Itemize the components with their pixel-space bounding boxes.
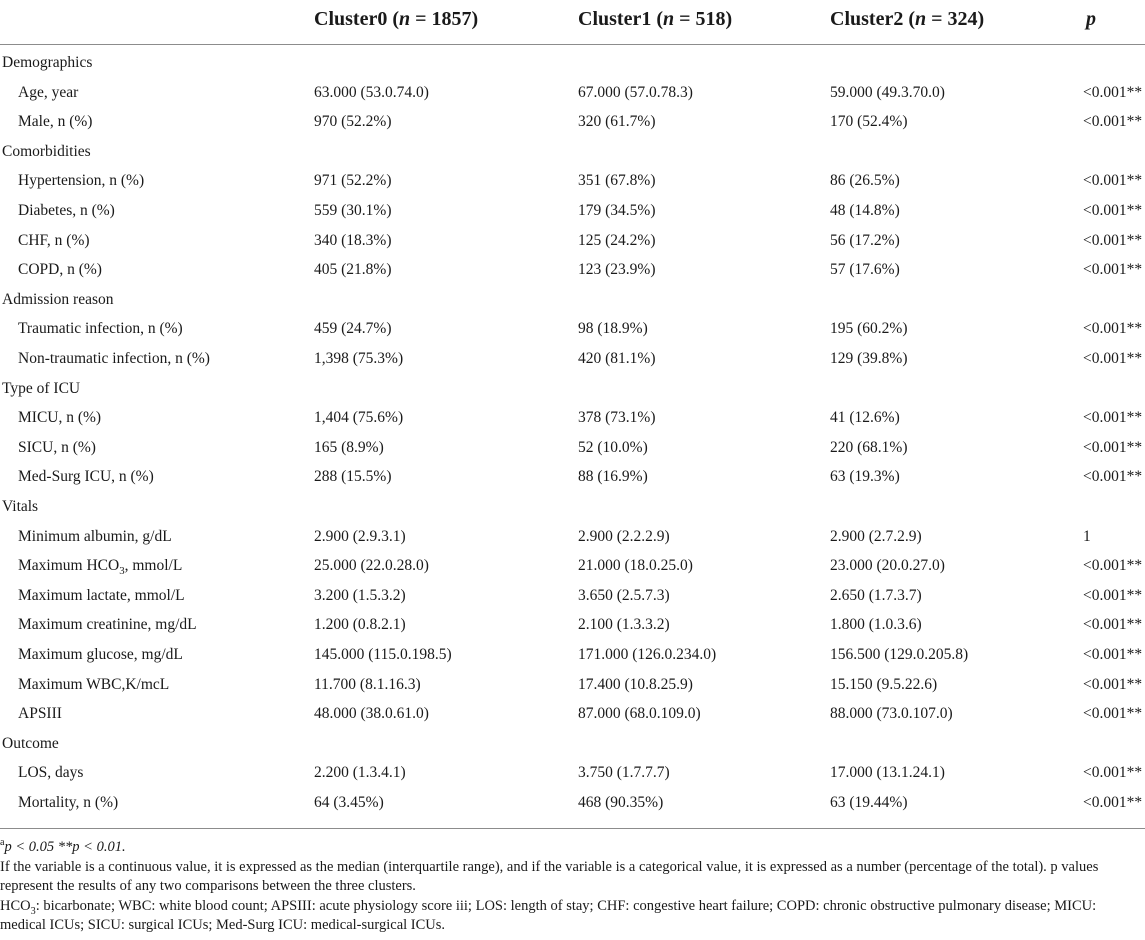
table-row bbox=[0, 581, 1145, 611]
cluster0-value: 3.200 (1.5.3.2) bbox=[314, 586, 406, 604]
header-cluster2: Cluster2 (n = 324) bbox=[830, 8, 985, 30]
cluster1-value: 2.100 (1.3.3.2) bbox=[578, 616, 670, 634]
p-value: <0.001** bbox=[1083, 557, 1143, 575]
cluster1-value: 378 (73.1%) bbox=[578, 409, 656, 427]
cluster2-value: 41 (12.6%) bbox=[830, 409, 900, 427]
cluster1-value: 21.000 (18.0.25.0) bbox=[578, 557, 693, 575]
footnote-description: If the variable is a continuous value, it is expressed as the median (interquartile range), and if the variable is a categorical value, it is expressed as a number (percentage of the total). p values represent the results of any two comparisons between the three clusters. bbox=[0, 858, 1099, 895]
cluster1-value: 125 (24.2%) bbox=[578, 231, 656, 249]
row-label: Maximum lactate, mmol/L bbox=[18, 586, 185, 604]
row-label: Maximum glucose, mg/dL bbox=[18, 646, 183, 663]
section-label: Comorbidities bbox=[2, 142, 91, 160]
table-header bbox=[0, 0, 1145, 45]
cluster1-value: 420 (81.1%) bbox=[578, 350, 656, 367]
table-row bbox=[0, 522, 1145, 552]
cluster2-value: 17.000 (13.1.24.1) bbox=[830, 764, 945, 782]
p-value: <0.001** bbox=[1083, 468, 1143, 486]
section-header bbox=[0, 374, 1145, 404]
table-row bbox=[0, 433, 1145, 463]
cluster2-value: 195 (60.2%) bbox=[830, 320, 908, 338]
cluster2-value: 129 (39.8%) bbox=[830, 350, 908, 367]
cluster0-value: 405 (21.8%) bbox=[314, 261, 392, 279]
section-header bbox=[0, 137, 1145, 167]
row-label: Male, n (%) bbox=[18, 113, 93, 131]
table-row bbox=[0, 462, 1145, 492]
p-value: <0.001** bbox=[1083, 646, 1143, 663]
row-label: APSIII bbox=[18, 705, 62, 723]
section-label: Type of ICU bbox=[2, 379, 81, 397]
footnote-significance: $^a$p < 0.05 **p < 0.01. bbox=[0, 837, 126, 855]
cluster0-value: 340 (18.3%) bbox=[314, 231, 392, 249]
header-cluster0: Cluster0 (n = 1857) bbox=[314, 8, 479, 30]
table-row bbox=[0, 166, 1145, 196]
table-row bbox=[0, 670, 1145, 700]
p-value: 1 bbox=[1083, 527, 1091, 545]
p-value: <0.001** bbox=[1083, 794, 1143, 811]
cluster2-value: 59.000 (49.3.70.0) bbox=[830, 83, 945, 101]
row-label: Hypertension, n (%) bbox=[18, 172, 145, 190]
section-header bbox=[0, 48, 1145, 78]
row-label: MICU, n (%) bbox=[18, 409, 102, 427]
p-value: <0.001** bbox=[1083, 438, 1143, 456]
cluster0-value: 2.900 (2.9.3.1) bbox=[314, 527, 406, 545]
cluster1-value: 3.650 (2.5.7.3) bbox=[578, 586, 670, 604]
row-label: Non-traumatic infection, n (%) bbox=[18, 350, 210, 367]
cluster1-value: 88 (16.9%) bbox=[578, 468, 648, 486]
row-label: Age, year bbox=[18, 83, 79, 101]
header-cluster1: Cluster1 (n = 518) bbox=[578, 8, 733, 30]
cluster1-value: 52 (10.0%) bbox=[578, 438, 648, 456]
cluster0-value: 970 (52.2%) bbox=[314, 113, 392, 131]
table-row bbox=[0, 699, 1145, 729]
section-header bbox=[0, 492, 1145, 522]
table-row bbox=[0, 344, 1145, 374]
p-value: <0.001** bbox=[1083, 409, 1143, 427]
cluster1-value: 17.400 (10.8.25.9) bbox=[578, 675, 693, 693]
cluster1-value: 3.750 (1.7.7.7) bbox=[578, 764, 670, 782]
row-label: Maximum WBC,K/mcL bbox=[18, 675, 170, 693]
table-row bbox=[0, 640, 1145, 670]
cluster2-value: 63 (19.3%) bbox=[830, 468, 900, 486]
table-row bbox=[0, 107, 1145, 137]
table-row bbox=[0, 758, 1145, 788]
footnote-abbreviations: $HCO_3$: bicarbonate; WBC: white blood count; APSIII: acute physiology score iii; LOS: length of stay; CHF: congestive heart failure; COPD: chronic obstructive pulmonary disease; MICU: medical ICUs; SICU: surgical ICUs; Med-Surg ICU: medical-surgical ICUs. bbox=[0, 897, 1097, 934]
cluster0-value: 11.700 (8.1.16.3) bbox=[314, 675, 421, 693]
cluster2-value: 48 (14.8%) bbox=[830, 202, 900, 219]
p-value: <0.001** bbox=[1083, 261, 1143, 279]
cluster2-value: 15.150 (9.5.22.6) bbox=[830, 675, 938, 693]
p-value: <0.001** bbox=[1083, 83, 1143, 101]
header-p-value: p bbox=[1086, 8, 1096, 30]
cluster2-value: 63 (19.44%) bbox=[830, 794, 908, 811]
cluster0-value: 48.000 (38.0.61.0) bbox=[314, 705, 429, 723]
p-value: <0.001** bbox=[1083, 586, 1143, 604]
row-label: Med-Surg ICU, n (%) bbox=[18, 468, 154, 486]
cluster1-value: 87.000 (68.0.109.0) bbox=[578, 705, 701, 723]
cluster2-value: 86 (26.5%) bbox=[830, 172, 900, 190]
cluster2-value: 170 (52.4%) bbox=[830, 113, 908, 131]
section-label: Vitals bbox=[2, 498, 39, 515]
cluster0-value: 63.000 (53.0.74.0) bbox=[314, 83, 429, 101]
row-label: Traumatic infection, n (%) bbox=[18, 320, 183, 338]
cluster1-value: 320 (61.7%) bbox=[578, 113, 656, 131]
cluster1-value: 179 (34.5%) bbox=[578, 202, 656, 219]
cluster0-value: 2.200 (1.3.4.1) bbox=[314, 764, 406, 782]
cluster0-value: 165 (8.9%) bbox=[314, 438, 384, 456]
p-value: <0.001** bbox=[1083, 764, 1143, 782]
table-row bbox=[0, 255, 1145, 285]
table-row bbox=[0, 226, 1145, 256]
cluster0-value: 1,398 (75.3%) bbox=[314, 350, 404, 367]
table-row bbox=[0, 403, 1145, 433]
cluster1-value: 171.000 (126.0.234.0) bbox=[578, 646, 717, 663]
cluster1-value: 123 (23.9%) bbox=[578, 261, 656, 279]
cluster0-value: 288 (15.5%) bbox=[314, 468, 392, 486]
cluster0-value: 459 (24.7%) bbox=[314, 320, 392, 338]
cluster2-value: 1.800 (1.0.3.6) bbox=[830, 616, 922, 634]
row-label: COPD, n (%) bbox=[18, 261, 102, 279]
table-row bbox=[0, 78, 1145, 108]
section-label: Outcome bbox=[2, 734, 59, 752]
row-label: Mortality, n (%) bbox=[18, 794, 119, 811]
table-row bbox=[0, 788, 1145, 818]
table-row bbox=[0, 314, 1145, 344]
cluster0-value: 145.000 (115.0.198.5) bbox=[314, 646, 452, 663]
table-row bbox=[0, 196, 1145, 226]
p-value: <0.001** bbox=[1083, 350, 1143, 367]
cluster0-value: 64 (3.45%) bbox=[314, 794, 384, 811]
cluster1-value: 468 (90.35%) bbox=[578, 794, 664, 811]
cluster2-value: 156.500 (129.0.205.8) bbox=[830, 646, 969, 663]
p-value: <0.001** bbox=[1083, 675, 1143, 693]
cluster2-value: 23.000 (20.0.27.0) bbox=[830, 557, 945, 575]
table-bottom-rule bbox=[0, 828, 1145, 829]
p-value: <0.001** bbox=[1083, 320, 1143, 338]
cluster1-value: 67.000 (57.0.78.3) bbox=[578, 83, 693, 101]
p-value: <0.001** bbox=[1083, 113, 1143, 131]
table-row bbox=[0, 551, 1145, 581]
row-label: LOS, days bbox=[18, 764, 84, 782]
row-label: SICU, n (%) bbox=[18, 438, 96, 456]
cluster0-value: 1.200 (0.8.2.1) bbox=[314, 616, 406, 634]
p-value: <0.001** bbox=[1083, 231, 1143, 249]
cluster2-value: 2.900 (2.7.2.9) bbox=[830, 527, 922, 545]
row-label: Diabetes, n (%) bbox=[18, 202, 115, 219]
p-value: <0.001** bbox=[1083, 202, 1143, 219]
p-value: <0.001** bbox=[1083, 616, 1143, 634]
cluster2-value: 220 (68.1%) bbox=[830, 438, 908, 456]
p-value: <0.001** bbox=[1083, 705, 1143, 723]
cluster2-value: 56 (17.2%) bbox=[830, 231, 900, 249]
cluster0-value: 25.000 (22.0.28.0) bbox=[314, 557, 429, 575]
cluster1-value: 351 (67.8%) bbox=[578, 172, 656, 190]
row-label: Minimum albumin, g/dL bbox=[18, 527, 172, 545]
table-row bbox=[0, 610, 1145, 640]
row-label: CHF, n (%) bbox=[18, 231, 90, 249]
table-footnotes bbox=[0, 838, 1140, 936]
cluster1-value: 2.900 (2.2.2.9) bbox=[578, 527, 670, 545]
cluster0-value: 1,404 (75.6%) bbox=[314, 409, 404, 427]
cluster0-value: 971 (52.2%) bbox=[314, 172, 392, 190]
cluster2-value: 88.000 (73.0.107.0) bbox=[830, 705, 953, 723]
row-label: Maximum creatinine, mg/dL bbox=[18, 616, 197, 634]
cluster2-value: 2.650 (1.7.3.7) bbox=[830, 586, 922, 604]
cluster0-value: 559 (30.1%) bbox=[314, 202, 392, 219]
section-header bbox=[0, 285, 1145, 315]
cluster2-value: 57 (17.6%) bbox=[830, 261, 900, 279]
cluster1-value: 98 (18.9%) bbox=[578, 320, 648, 338]
section-header bbox=[0, 729, 1145, 759]
section-label: Admission reason bbox=[2, 290, 114, 308]
section-label: Demographics bbox=[2, 54, 93, 71]
row-label: Maximum $HCO_3$, mmol/L bbox=[18, 557, 183, 578]
p-value: <0.001** bbox=[1083, 172, 1143, 190]
